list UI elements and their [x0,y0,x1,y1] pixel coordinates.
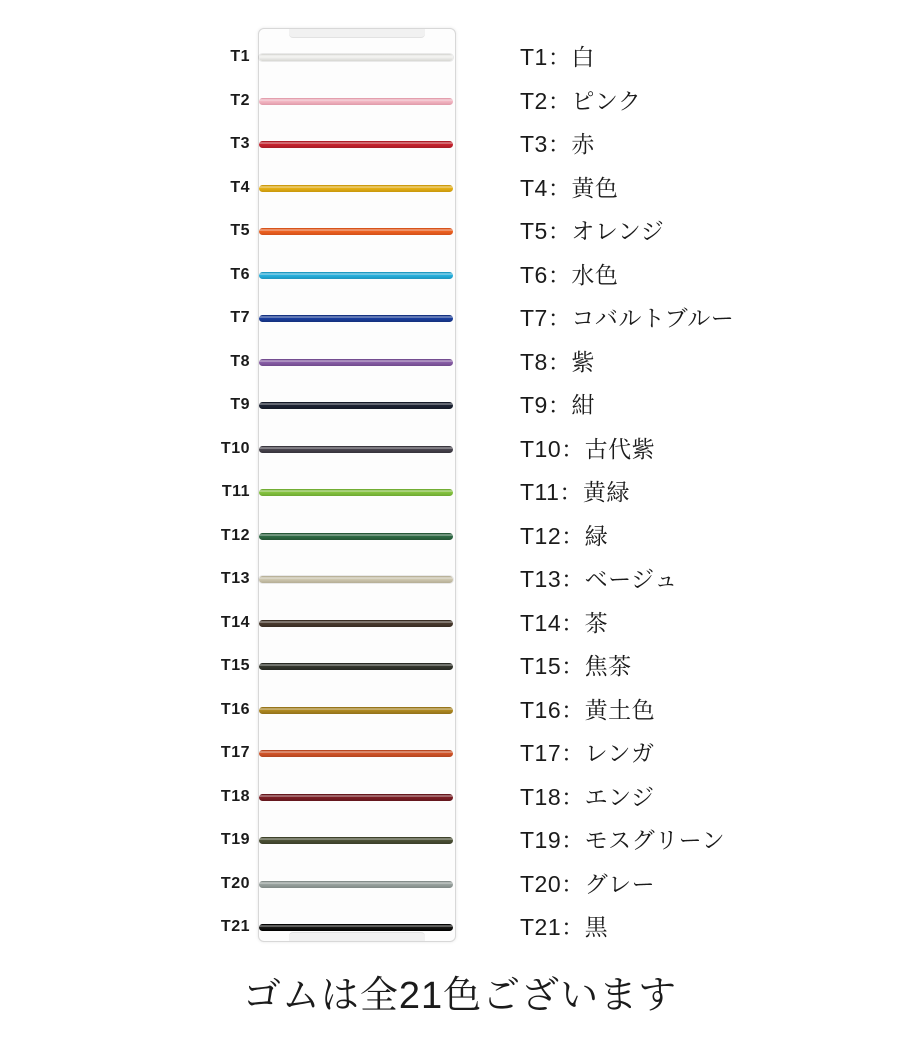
cord-line [259,576,453,583]
color-label: T14：茶 [520,609,609,636]
table-row [0,79,920,123]
cord-line [259,707,453,714]
table-row [0,818,920,862]
row-code: T12 [220,526,250,544]
color-label: T15：焦茶 [520,653,632,679]
color-label: T18：エンジ [520,783,655,810]
color-label: T17：レンガ [520,740,655,766]
color-label: T2：ピンク [520,87,642,114]
table-row [0,122,920,166]
row-code: T16 [220,700,250,718]
row-code: T4 [230,178,250,196]
cord-line [259,750,453,757]
table-row [0,905,920,949]
cord-swatch [259,905,453,949]
table-row [0,253,920,297]
color-label: T19：モスグリーン [520,827,726,853]
table-row [0,166,920,210]
row-code: T14 [220,613,250,631]
table-row [0,514,920,558]
color-label: T5：オレンジ [520,218,665,244]
color-label: T11：黄緑 [520,479,630,505]
color-label: T6：水色 [520,261,619,288]
table-row [0,775,920,819]
cord-swatch [259,688,453,732]
color-label: T10：古代紫 [520,435,656,462]
cord-swatch [259,427,453,471]
table-row [0,470,920,514]
row-code: T11 [221,483,250,500]
table-row [0,383,920,427]
color-label: T21：黒 [520,914,609,940]
cord-swatch [259,557,453,601]
cord-line [259,620,453,627]
cord-swatch [259,340,453,384]
color-label: T13：ベージュ [520,566,678,592]
row-code: T1 [230,48,250,65]
cord-swatch [259,862,453,906]
table-row [0,209,920,253]
table-row [0,731,920,775]
cord-line [259,402,453,409]
cord-swatch [259,253,453,297]
table-row [0,688,920,732]
cord-swatch [259,35,453,79]
cord-line [259,54,453,61]
color-label: T20：グレー [520,870,656,897]
row-code: T2 [230,91,250,109]
cord-swatch [259,601,453,645]
row-code: T17 [220,744,250,761]
table-row [0,427,920,471]
color-label: T4：黄色 [520,174,619,201]
cord-line [259,837,453,844]
cord-swatch [259,166,453,210]
color-label: T16：黄土色 [520,696,656,723]
cord-swatch [259,209,453,253]
row-code: T18 [220,787,250,805]
table-row [0,862,920,906]
row-code: T7 [230,309,250,326]
color-label: T1：白 [520,44,595,70]
row-code: T3 [230,135,250,152]
caption-text: ゴムは全21色ございます [242,975,678,1017]
cord-line [259,98,453,105]
cord-line [259,881,453,888]
table-row [0,557,920,601]
cord-line [259,663,453,670]
cord-line [259,315,453,322]
row-code: T6 [230,265,250,283]
cord-line [259,794,453,801]
cord-line [259,141,453,148]
cord-line [259,489,453,496]
cord-swatch [259,470,453,514]
table-row [0,340,920,384]
cord-swatch [259,775,453,819]
cord-swatch [259,818,453,862]
cord-line [259,446,453,453]
row-code: T5 [230,222,250,239]
row-code: T20 [220,874,250,892]
cord-swatch [259,296,453,340]
row-code: T15 [220,657,250,674]
color-label: T9：紺 [520,392,595,418]
cord-swatch [259,731,453,775]
row-code: T19 [220,831,250,848]
row-code: T9 [230,396,250,413]
row-code: T10 [220,439,250,457]
cord-line [259,228,453,235]
cord-line [259,924,453,931]
cord-swatch [259,644,453,688]
cord-swatch [259,122,453,166]
row-code: T21 [220,918,250,935]
cord-line [259,533,453,540]
color-label: T12：緑 [520,522,609,549]
cord-swatch [259,383,453,427]
table-row [0,601,920,645]
cord-line [259,185,453,192]
row-code: T8 [230,352,250,370]
cord-swatch [259,514,453,558]
table-row [0,296,920,340]
cord-swatch [259,79,453,123]
color-label: T7：コバルトブルー [520,305,735,331]
color-label: T8：紫 [520,348,595,375]
cord-line [259,272,453,279]
cord-line [259,359,453,366]
color-label: T3：赤 [520,131,595,157]
table-row [0,35,920,79]
row-code: T13 [220,570,250,587]
table-row [0,644,920,688]
